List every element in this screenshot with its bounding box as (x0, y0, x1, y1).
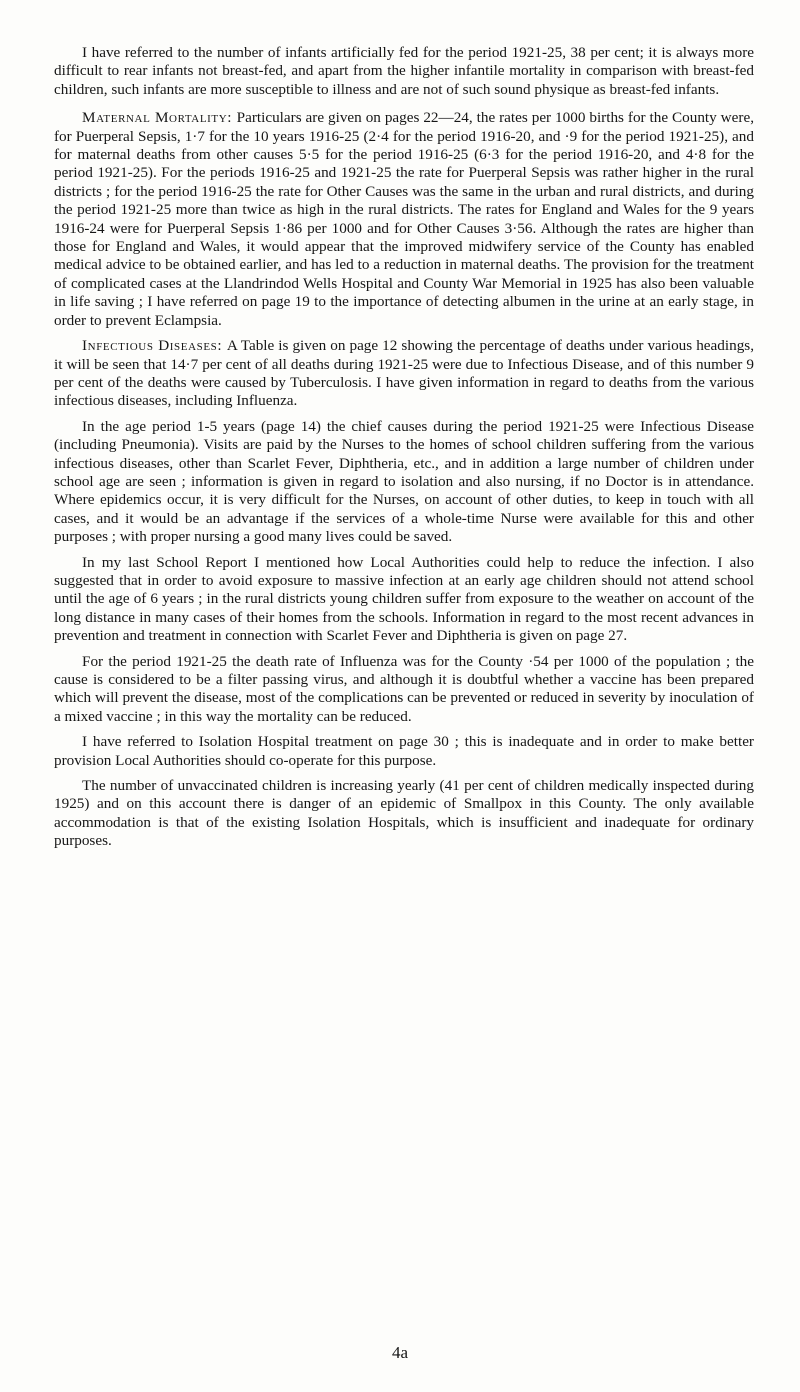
paragraph-text: For the period 1921-25 the death rate of Influenza was for the County ·54 per 1000 of the population ; the cause is considered to be a filter passing virus, and although it is doubtful whether a vaccine has been prepared which will prevent the disease, most of the complications can be prevented or reduced in severity by inoculation of a mixed vaccine ; in this way the mortality can be reduced. (54, 652, 754, 725)
paragraph-unvaccinated (54, 777, 754, 851)
paragraph-infectious-diseases (54, 337, 754, 411)
paragraph-age-period (54, 418, 754, 547)
section-heading-maternal-mortality: Maternal Mortality: (82, 109, 237, 127)
paragraph-isolation (54, 733, 754, 770)
body-text (54, 44, 754, 858)
paragraph-text: The number of unvaccinated children is increasing yearly (41 per cent of children medically inspected during 1925) and on this account there is danger of an epidemic of Smallpox in this County. The only available accommodation is that of the existing Isolation Hospitals, which is insufficient and inadequate for ordinary purposes. (54, 777, 754, 850)
paragraph-text: I have referred to Isolation Hospital treatment on page 30 ; this is inadequate and in order to make better provision Local Authorities should co-operate for this purpose. (54, 733, 754, 769)
paragraph-text: In the age period 1-5 years (page 14) the chief causes during the period 1921-25 were Infectious Disease (including Pneumonia). Visits are paid by the Nurses to the homes of school children suffering from the various infectious diseases, other than Scarlet Fever, Diphtheria, etc., and in addition a large number of children under school age are seen ; information is given in regard to isolation and also nursing, if no Doctor is in attendance. Where epidemics occur, it is very difficult for the Nurses, on account of other duties, to keep in touch with all cases, and it would be an advantage if the services of a whole-time Nurse were available for this and other purposes ; with proper nursing a good many lives could be saved. (54, 417, 754, 546)
paragraph-text: In my last School Report I mentioned how Local Authorities could help to reduce the infection. I also suggested that in order to avoid exposure to massive infection at an early age children should not attend school until the age of 6 years ; in the rural districts young children suffer from exposure to the weather on account of the long distance in many cases of their homes from the schools. Information in regard to the most recent advances in prevention and treatment in connection with Scarlet Fever and Diphtheria is given on page 27. (54, 553, 754, 645)
paragraph-artificial-feeding (54, 44, 754, 99)
paragraph-influenza (54, 653, 754, 727)
paragraph-school-report (54, 554, 754, 646)
section-heading-infectious-diseases: Infectious Diseases: (82, 337, 227, 355)
paragraph-text: Particulars are given on pages 22—24, the rates per 1000 births for the County were, for Puerperal Sepsis, 1·7 for the 10 years 1916-25 (2·4 for the period 1916-20, and ·9 for the period 1921-25), and for maternal deaths from other causes 5·5 for the period 1916-25 (6·3 for the period 1916-20, and 4·8 for the period 1921-25). For the periods 1916-25 and 1921-25 the rate for Puerperal Sepsis was rather higher in the rural districts ; for the period 1916-25 the rate for Other Causes was the same in the urban and rural districts, and during the period 1921-25 more than twice as high in the rural districts. The rates for England and Wales for the 9 years 1916-24 were for Puerperal Sepsis 1·86 per 1000 and for Other Causes 3·56. Although the rates are higher than those for England and Wales, it would appear that the improved midwifery service of the County has enabled medical advice to be obtained earlier, and has led to a reduction in maternal deaths. The provision for the treatment of complicated cases at the Llandrindod Wells Hospital and County War Memorial in 1925 has also been valuable in life saving ; I have referred on page 19 to the importance of detecting albumen in the urine at an early stage, in order to prevent Eclampsia. (54, 109, 754, 329)
page-number: 4a (391, 1343, 409, 1362)
paragraph-text: I have referred to the number of infants artificially fed for the period 1921-25, 38 per cent; it is always more difficult to rear infants not breast-fed, and apart from the higher infantile mortality in comparison with breast-fed children, such infants are more susceptible to illness and are not of such sound physique as breast-fed infants. (54, 44, 754, 98)
paragraph-text: A Table is given on page 12 showing the percentage of deaths under various headings, it will be seen that 14·7 per cent of all deaths during 1921-25 were due to Infectious Disease, and of this number 9 per cent of the deaths were caused by Tuberculosis. I have given information in regard to deaths from the various infectious diseases, including Influenza. (54, 337, 754, 410)
paragraph-maternal-mortality (54, 109, 754, 330)
